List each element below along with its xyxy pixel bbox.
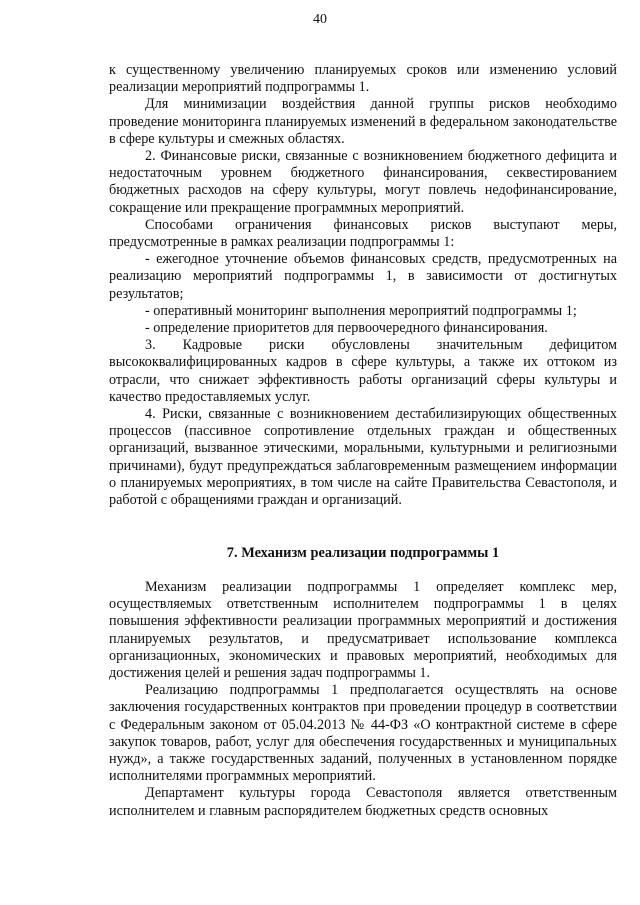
list-item-priority-funding: - определение приоритетов для первоочередного финансирования.: [145, 320, 548, 337]
list-item-annual-adjustment: - ежегодное уточнение объемов финансовых средств, предусмотренных на реализацию мероприятий подпрограммы 1, в зависимости от достигнутых результатов;: [109, 251, 617, 302]
paragraph-financial-risks: 2. Финансовые риски, связанные с возникновением бюджетного дефицита и недостаточным уровнем бюджетного финансирования, секвестированием бюджетных расходов на сферу культуры, могут повлечь недофинансирование, сокращение или прекращение программных мероприятий.: [109, 148, 617, 216]
risks-text-block: [109, 62, 617, 509]
paragraph-financial-risk-measures: Способами ограничения финансовых рисков выступают меры, предусмотренные в рамках реализации подпрограммы 1:: [109, 216, 617, 251]
list-item-operational-monitoring: - оперативный мониторинг выполнения мероприятий подпрограммы 1;: [145, 302, 577, 319]
mechanism-text-block: [109, 579, 617, 820]
paragraph-culture-department: Департамент культуры города Севастополя является ответственным исполнителем и главным распорядителем бюджетных средств основных: [109, 785, 617, 819]
section-heading: 7. Механизм реализации подпрограммы 1: [226, 545, 500, 561]
paragraph-social-risks: 4. Риски, связанные с возникновением дестабилизирующих общественных процессов (пассивное сопротивление отдельных граждан и общественных организаций, вызванное этическими, моральными, культурными и религиозными причинами), будут предупреждаться заблаговременным размещением информации о планируемых мероприятиях, в том числе на сайте Правительства Севастополя, и работой с обращениями граждан и организаций.: [109, 406, 617, 509]
paragraph-personnel-risks: 3. Кадровые риски обусловлены значительным дефицитом высококвалифицированных кадров в сфере культуры, а также их оттоком из отрасли, что снижает эффективность работы организаций сферы культуры и качество предоставляемых услуг.: [109, 337, 617, 405]
page-number: 40: [313, 12, 327, 27]
paragraph-state-contracts: Реализацию подпрограммы 1 предполагается осуществлять на основе заключения государственных контрактов при проведении процедур в соответствии с Федеральным законом от 05.04.2013 № 44-ФЗ «О контрактной системе в сфере закупок товаров, работ, услуг для обеспечения государственных и муниципальных нужд», а также государственных заданий, полученных в установленном порядке исполнителями программных мероприятий.: [109, 682, 617, 785]
paragraph-legal-risk-mitigation: Для минимизации воздействия данной группы рисков необходимо проведение мониторинга планируемых изменений в федеральном законодательстве в сфере культуры и смежных областях.: [109, 96, 617, 147]
paragraph-continuation: к существенному увеличению планируемых сроков или изменению условий реализации мероприятий подпрограммы 1.: [109, 62, 617, 96]
paragraph-mechanism-definition: Механизм реализации подпрограммы 1 определяет комплекс мер, осуществляемых ответственным исполнителем подпрограммы 1 в целях повышения эффективности реализации программных мероприятий и достижения планируемых результатов, и предусматривает использование комплекса организационных, экономических и правовых мероприятий, необходимых для достижения целей и решения задач подпрограммы 1.: [109, 579, 617, 682]
